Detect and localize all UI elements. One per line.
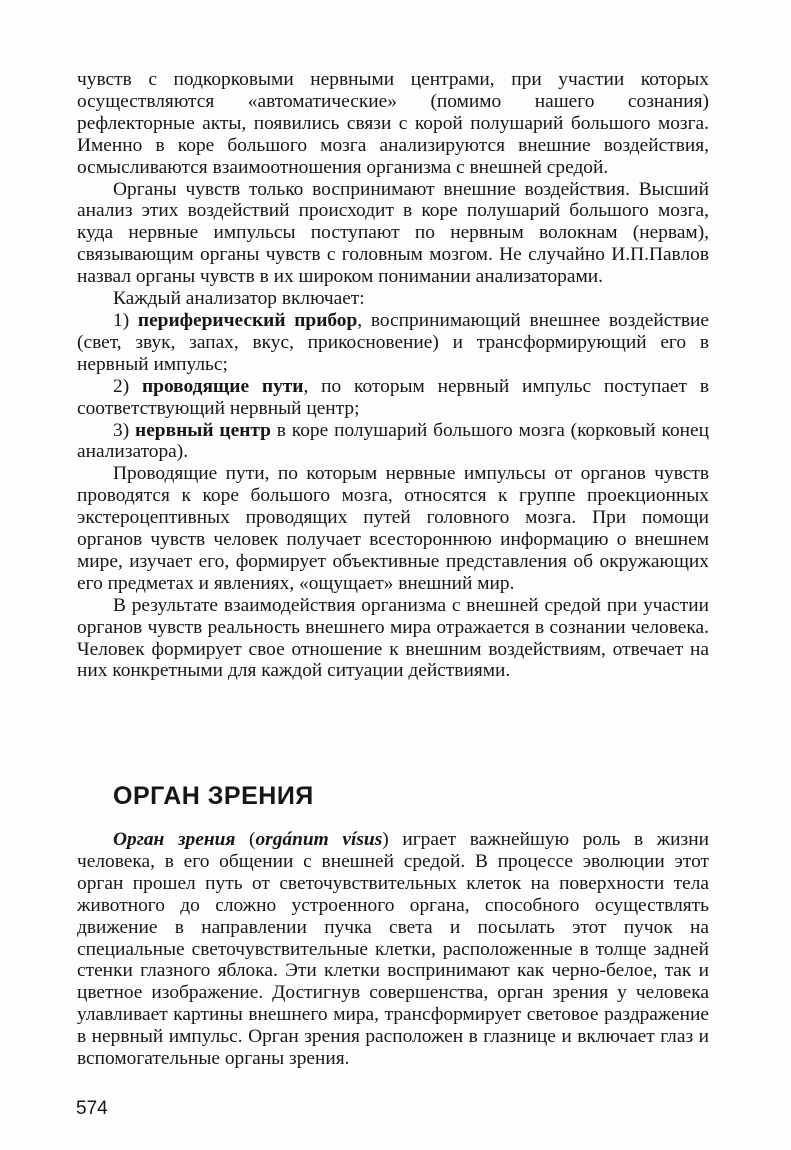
upper-text-block — [77, 69, 709, 682]
paragraph-continuation: чувств с подкорковыми нервными центрами, при участии которых осуществляются «автоматические» (помимо нашего сознания) рефлекторные акты, появились связи с корой полушарий большого мозга. Именно в коре большого мозга анализируются внешние воздействия, осмысливаются взаимоотношения организма с внешней средой. — [77, 69, 709, 178]
list-number: 2) — [113, 375, 142, 397]
paragraph-interaction: В результате взаимодействия организма с внешней средой при участии органов чувств реальность внешнего мира отражается в сознании человека. Человек формирует свое отношение к внешним воздействиям, отвечает на них конкретными для каждой ситуации действиями. — [77, 594, 709, 682]
lead-term: Орган зрения — [113, 829, 236, 850]
list-item-text: в коре полушарий большого мозга (корковый конец анализатора). — [77, 419, 709, 463]
term-nerve-center: нервный центр — [135, 419, 271, 441]
term-conducting-pathways: проводящие пути — [141, 375, 304, 397]
paragraph-body: ) играет важнейшую роль в жизни человека, в его общении с внешней средой. В процессе эволюции этот орган прошел путь от светочувствительных клеток на поверхности тела животного до сложно устроенного органа, способного осуществлять движение в направлении пучка света и посылать этот пучок на специальные светочувствительные клетки, расположенные в толще задней стенки глазного яблока. Эти клетки воспринимают как черно-белое, так и цветное изображение. Достигнув совершенства, орган зрения у человека улавливает картины внешнего мира, трансформирует световое раздражение в нервный импульс. Орган зрения расположен в глазнице и включает глаз и вспомогательные органы зрения. — [77, 829, 709, 1070]
list-item-pathways — [77, 376, 709, 420]
section-text-block — [77, 829, 709, 1070]
paragraph-sense-organs: Органы чувств только воспринимают внешние воздействия. Высший анализ этих воздействий происходит в коре полушарий большого мозга, куда нервные импульсы поступают по нервным волокнам (нервам), связывающим органы чувств с головным мозгом. Не случайно И.П.Павлов назвал органы чувств в их широком понимании анализаторами. — [77, 178, 709, 288]
paragraph-organ-of-vision — [77, 829, 709, 1070]
paragraph-analyzer-intro: Каждый анализатор включает: — [113, 288, 365, 310]
list-number: 3) — [113, 419, 136, 441]
paragraph-pathways: Проводящие пути, по которым нервные импульсы от органов чувств проводятся к коре большого мозга, относятся к группе проекционных экстероцептивных проводящих путей головного мозга. При помощи органов чувств человек получает всестороннюю информацию о внешнем мире, изучает его, формирует объективные представления об окружающих его предметах и явлениях, «ощущает» внешний мир. — [77, 463, 709, 594]
section-heading: ОРГАН ЗРЕНИЯ — [113, 782, 314, 810]
latin-term: orgánum vísus — [255, 829, 383, 850]
page-number: 574 — [76, 1098, 108, 1119]
paren-open: ( — [235, 829, 256, 850]
list-item-peripheral — [77, 310, 709, 376]
list-item-center — [77, 420, 709, 464]
term-peripheral-device: периферический прибор — [137, 309, 358, 331]
list-item-text: , по которым нервный импульс поступает в соответствующий нервный центр; — [77, 375, 709, 419]
list-number: 1) — [113, 309, 138, 331]
list-item-text: , воспринимающий внешнее воздействие (свет, звук, запах, вкус, прикосновение) и трансформирующий его в нервный импульс; — [77, 309, 709, 375]
